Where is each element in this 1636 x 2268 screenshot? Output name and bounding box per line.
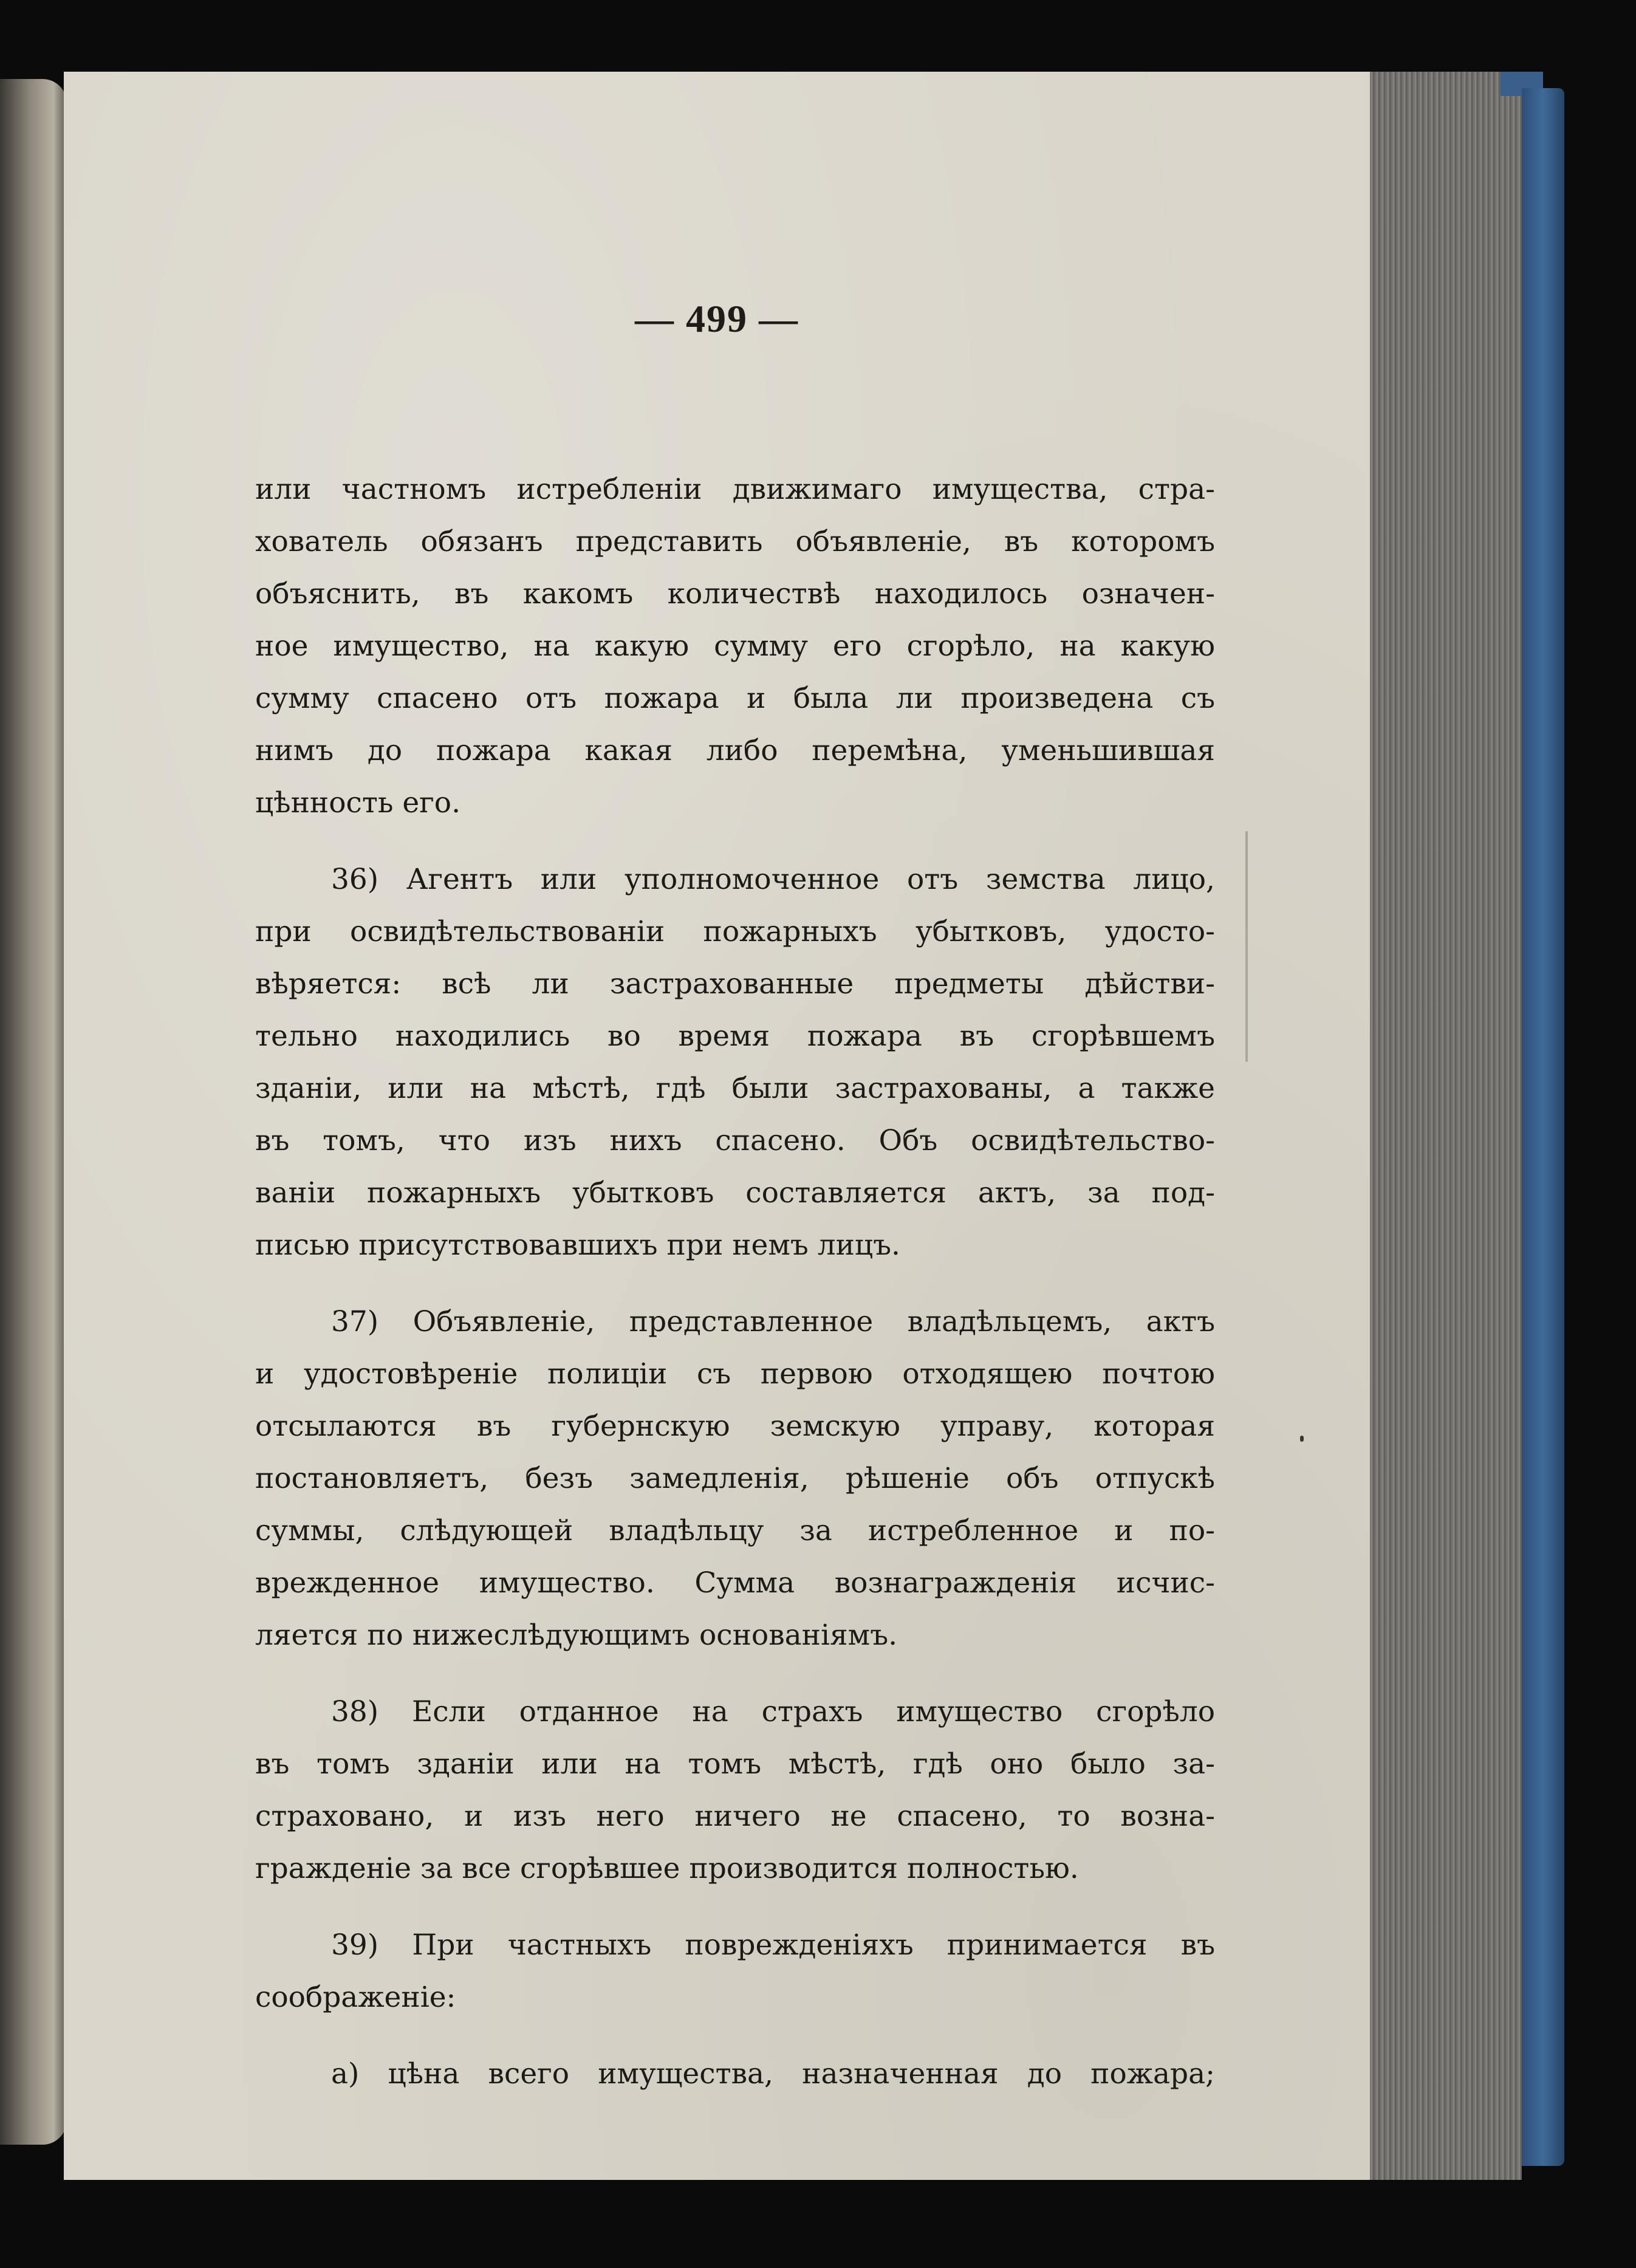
text-line: или частномъ истребленіи движимаго имущества, стра- [255, 473, 1215, 506]
text-line: при освидѣтельствованіи пожарныхъ убытковъ, удосто- [255, 915, 1215, 948]
text-line: нимъ до пожара какая либо перемѣна, уменьшившая [255, 734, 1215, 767]
text-line: тельно находились во время пожара въ сгорѣвшемъ [255, 1019, 1215, 1053]
list-item-a: а) цѣна всего имущества, назначенная до пожара; [331, 2057, 1215, 2091]
paragraph-gap [255, 1272, 1215, 1296]
paragraph-38-start: 38) Если отданное на страхъ имущество сгорѣло [331, 1695, 1215, 1728]
text-line: объяснить, въ какомъ количествѣ находилось означен- [255, 577, 1215, 611]
paragraph-36-start: 36) Агентъ или уполномоченное отъ земства лицо, [331, 863, 1215, 896]
text-line: постановляетъ, безъ замедленія, рѣшеніе объ отпускѣ [255, 1462, 1215, 1495]
text-line: ное имущество, на какую сумму его сгорѣло, на какую [255, 629, 1215, 663]
margin-dot-mark [1300, 1436, 1304, 1442]
text-line: въ томъ зданіи или на томъ мѣстѣ, гдѣ оно было за- [255, 1747, 1215, 1781]
text-line: страховано, и изъ него ничего не спасено, то возна- [255, 1800, 1215, 1833]
paragraph-gap [255, 1895, 1215, 1919]
text-line: вѣряется: всѣ ли застрахованные предметы дѣйстви- [255, 967, 1215, 1001]
text-line: хователь обязанъ представить объявленіе, въ которомъ [255, 525, 1215, 558]
paragraph-gap [255, 2024, 1215, 2048]
text-line: цѣнность его. [255, 786, 461, 820]
margin-pencil-mark [1245, 831, 1248, 1062]
text-line: зданіи, или на мѣстѣ, гдѣ были застрахованы, а также [255, 1072, 1215, 1105]
text-line: гражденіе за все сгорѣвшее производится полностью. [255, 1852, 1079, 1885]
text-line: ваніи пожарныхъ убытковъ составляется актъ, за под- [255, 1176, 1215, 1210]
text-line: сумму спасено отъ пожара и была ли произведена съ [255, 682, 1215, 715]
left-page-edge [0, 79, 67, 2145]
text-line: суммы, слѣдующей владѣльцу за истребленное и по- [255, 1514, 1215, 1547]
text-line: врежденное имущество. Сумма вознагражденія исчис- [255, 1566, 1215, 1600]
page-number: — 499 — [635, 297, 799, 340]
text-line: писью присутствовавшихъ при немъ лицъ. [255, 1228, 900, 1262]
text-line: въ томъ, что изъ нихъ спасено. Объ освидѣтельство- [255, 1124, 1215, 1157]
text-line: и удостовѣреніе полиціи съ первою отходящею почтою [255, 1357, 1215, 1391]
paragraph-gap [255, 829, 1215, 854]
page-block-edges [1370, 72, 1522, 2180]
text-line: ляется по нижеслѣдующимъ основаніямъ. [255, 1619, 898, 1652]
paragraph-39-start: 39) При частныхъ поврежденіяхъ принимается въ [331, 1928, 1215, 1962]
book-cover-edge [1522, 88, 1564, 2166]
page-text [255, 464, 1215, 2100]
text-line: отсылаются въ губернскую земскую управу, которая [255, 1410, 1215, 1443]
paragraph-37-start: 37) Объявленіе, представленное владѣльцемъ, актъ [331, 1305, 1215, 1338]
text-line: соображеніе: [255, 1981, 456, 2014]
book-page [64, 72, 1370, 2180]
paragraph-gap [255, 1662, 1215, 1686]
